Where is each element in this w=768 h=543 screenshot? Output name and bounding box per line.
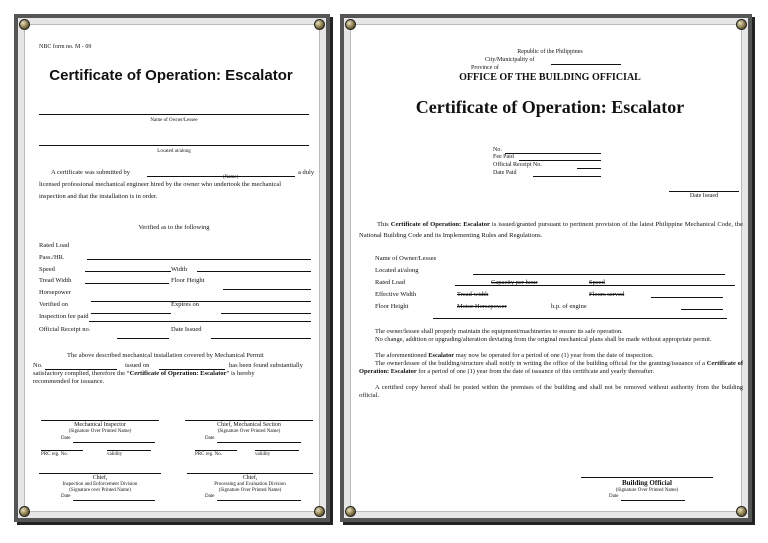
date-paid-label: Date Paid <box>493 170 517 176</box>
left-certificate-page <box>24 24 320 512</box>
date-issued-label: Date Issued <box>171 326 202 333</box>
speed-label: Speed <box>39 266 55 273</box>
located-label-right: Located at/along <box>375 267 419 274</box>
condition-1: The owner/lessee shall properly maintain the equipment/machineries to ensure its safe operation. <box>375 328 623 335</box>
no-label: No. <box>493 147 502 153</box>
inspection-fee-line[interactable] <box>89 321 311 322</box>
permit-issued-label: issued on <box>125 362 150 369</box>
inspector-subtitle: (Signature Over Printed Name) <box>68 429 132 434</box>
separator-line <box>433 318 727 319</box>
owner-line[interactable] <box>39 114 309 115</box>
inspection-chief-date-line[interactable] <box>73 500 155 501</box>
date-issued-line-right[interactable] <box>669 191 739 192</box>
section-chief-title: Chief, Mechanical Section <box>217 422 281 428</box>
motor-hp-label: Motor Horsepower <box>457 303 507 310</box>
permit-found: has been found substantially <box>229 362 303 369</box>
building-official-date-line[interactable] <box>621 500 685 501</box>
right-title: Certificate of Operation: Escalator <box>415 97 685 117</box>
inspector-validity-label: validity <box>107 452 123 457</box>
permit-no-label: No. <box>33 362 43 369</box>
inspection-chief-division: Inspection and Enforcement Division <box>62 482 138 487</box>
date-paid-line[interactable] <box>533 176 601 177</box>
republic-header: Republic of the Philippines <box>517 49 583 55</box>
right-certificate-frame <box>340 14 752 522</box>
submitted-start: A certificate was submitted by <box>51 169 131 176</box>
inspection-chief-signature-line[interactable] <box>39 473 161 474</box>
pass-hr-line[interactable] <box>87 259 311 260</box>
rated-load-label-right: Rated Load <box>375 279 406 286</box>
no-line[interactable] <box>505 153 601 154</box>
screw-icon <box>345 506 356 517</box>
location-caption: Located at/along <box>157 149 191 154</box>
owner-label-right: Name of Owner/Lessee <box>375 255 437 262</box>
horsepower-line[interactable] <box>91 301 311 302</box>
date-issued-line[interactable] <box>211 338 311 339</box>
section-chief-validity-line[interactable] <box>255 450 299 451</box>
tread-width-line[interactable] <box>85 283 169 284</box>
left-title: Certificate of Operation: Escalator <box>49 67 293 84</box>
permit-paragraph-1: The above described mechanical installation covered by Mechanical Permit <box>67 352 264 359</box>
speed-label-right: Speed <box>589 279 605 286</box>
inspection-chief-date-label: Date <box>61 494 71 499</box>
inspector-prc-label: PRC reg. No. <box>41 452 68 457</box>
effective-width-line[interactable] <box>651 297 723 298</box>
submitter-line[interactable] <box>147 176 295 177</box>
expires-on-label: Expires on <box>171 301 199 308</box>
location-line[interactable] <box>39 145 309 146</box>
processing-chief-signature-line[interactable] <box>187 473 313 474</box>
city-line[interactable] <box>551 64 621 65</box>
section-chief-prc-label: PRC reg. No. <box>195 452 222 457</box>
building-official-subtitle: (Signature Over Printed Name) <box>615 488 679 493</box>
left-certificate-frame <box>14 14 330 522</box>
inspector-title: Mechanical Inspector <box>74 422 126 428</box>
permit-line-3: satisfactory complied, therefore the “Certificate of Operation: Escalator” is hereby <box>33 370 255 377</box>
condition-2: No change, addition or upgrading/alteration deviating from the original mechanical plans shall be made without appropriate permit. <box>375 336 712 343</box>
pass-hr-label: Pass./HR. <box>39 254 65 261</box>
submitted-tail: a duly <box>298 169 315 176</box>
hp-engine-label: h.p. of engine <box>551 303 587 310</box>
floors-served-label: Floors served <box>589 291 625 298</box>
screw-icon <box>736 506 747 517</box>
name-caption: (Name) <box>223 175 239 180</box>
screw-icon <box>19 506 30 517</box>
fee-paid-line[interactable] <box>519 160 601 161</box>
expires-on-line[interactable] <box>221 313 311 314</box>
official-receipt-label: Official Receipt no. <box>39 326 91 333</box>
screw-icon <box>314 506 325 517</box>
horsepower-label: Horsepower <box>39 289 71 296</box>
screw-icon <box>314 19 325 30</box>
inspection-fee-label: Inspection fee paid <box>39 313 89 320</box>
effective-width-label: Effective Width <box>375 291 417 298</box>
width-line[interactable] <box>197 271 311 272</box>
section-chief-prc-line[interactable] <box>195 450 237 451</box>
section-chief-date-line[interactable] <box>217 442 301 443</box>
building-official-date-label: Date <box>609 494 619 499</box>
fee-paid-label: Fee Paid <box>493 154 514 160</box>
processing-chief-subtitle: (Signature Over Printed Name) <box>218 488 282 493</box>
condition-3: The aforementioned Escalator may now be operated for a period of one (1) year from the date of inspection. <box>375 352 654 359</box>
inspection-chief-subtitle: (Signature over Printed Name) <box>69 488 131 493</box>
screw-icon <box>19 19 30 30</box>
rated-load-line-right[interactable] <box>455 285 735 286</box>
capacity-label: Capacity per hour <box>491 279 538 286</box>
processing-chief-division: Processing and Evaluation Division <box>214 482 286 487</box>
condition-4: The owner/lessee of the building/structure shall notify in writing the office of the building official for the granting/issuance of a Certificate of Operation: Escalator for a period of one (1) year from the date of issuance of this certificate and yearly thereafter. <box>359 360 743 375</box>
section-chief-validity-label: validity <box>255 452 271 457</box>
province-label: Province of <box>471 65 499 71</box>
inspector-signature-line[interactable] <box>41 420 159 421</box>
floor-height-line-right[interactable] <box>681 309 723 310</box>
submitted-line-3: inspection and that the installation is in order. <box>39 193 158 200</box>
building-official-signature-line[interactable] <box>581 477 713 478</box>
right-certificate-page <box>350 24 742 512</box>
inspector-date-line[interactable] <box>73 442 155 443</box>
width-label: Width <box>171 266 187 273</box>
inspector-validity-line[interactable] <box>107 450 151 451</box>
official-receipt-line[interactable] <box>117 338 169 339</box>
building-official-title: Building Official <box>622 479 672 487</box>
inspector-date-label: Date <box>61 436 71 441</box>
processing-chief-title: Chief, <box>242 475 258 481</box>
tread-width-label-right: Tread width <box>457 291 489 298</box>
form-number: NBC form no. M - 09 <box>39 44 92 50</box>
screw-icon <box>345 19 356 30</box>
condition-5: A certified copy hereof shall be posted within the premises of the building and shall not be removed without authority from the building official. <box>359 384 743 399</box>
verified-heading: Verified as to the following <box>138 224 210 231</box>
section-chief-subtitle: (Signature Over Printed Name) <box>217 429 281 434</box>
verified-on-line[interactable] <box>91 313 171 314</box>
official-receipt-line-right[interactable] <box>577 168 601 169</box>
city-label: City/Municipality of <box>485 57 535 63</box>
section-chief-signature-line[interactable] <box>185 420 313 421</box>
permit-line-4: recommended for issuance. <box>33 378 105 385</box>
screw-icon <box>736 19 747 30</box>
date-issued-label-right: Date Issued <box>689 193 719 199</box>
tread-width-label: Tread Width <box>39 277 72 284</box>
submitted-line-2: licensed professional mechanical engineer hired by the owner who undertook the mechanical <box>39 181 282 188</box>
inspector-prc-line[interactable] <box>41 450 83 451</box>
inspection-chief-title: Chief, <box>92 475 108 481</box>
processing-chief-date-line[interactable] <box>217 500 301 501</box>
located-line-right[interactable] <box>473 274 725 275</box>
floor-height-line[interactable] <box>223 289 311 290</box>
rated-load-label: Rated Load <box>39 242 70 249</box>
verified-on-label: Verified on <box>39 301 69 308</box>
official-receipt-label-right: Official Receipt No. <box>493 162 542 168</box>
floor-height-label-right: Floor Height <box>375 303 409 310</box>
intro-paragraph: This Certificate of Operation: Escalator is issued/granted pursuant to pertinent provision of the latest Philippine Mechanical Code, the National Building Code and its Implementing Rules and Regulations. <box>359 221 743 239</box>
office-header: OFFICE OF THE BUILDING OFFICIAL <box>459 72 641 83</box>
floor-height-label: Floor Height <box>171 277 205 284</box>
owner-caption: Name of Owner/Lessee <box>150 118 198 123</box>
section-chief-date-label: Date <box>205 436 215 441</box>
speed-line[interactable] <box>85 271 171 272</box>
processing-chief-date-label: Date <box>205 494 215 499</box>
